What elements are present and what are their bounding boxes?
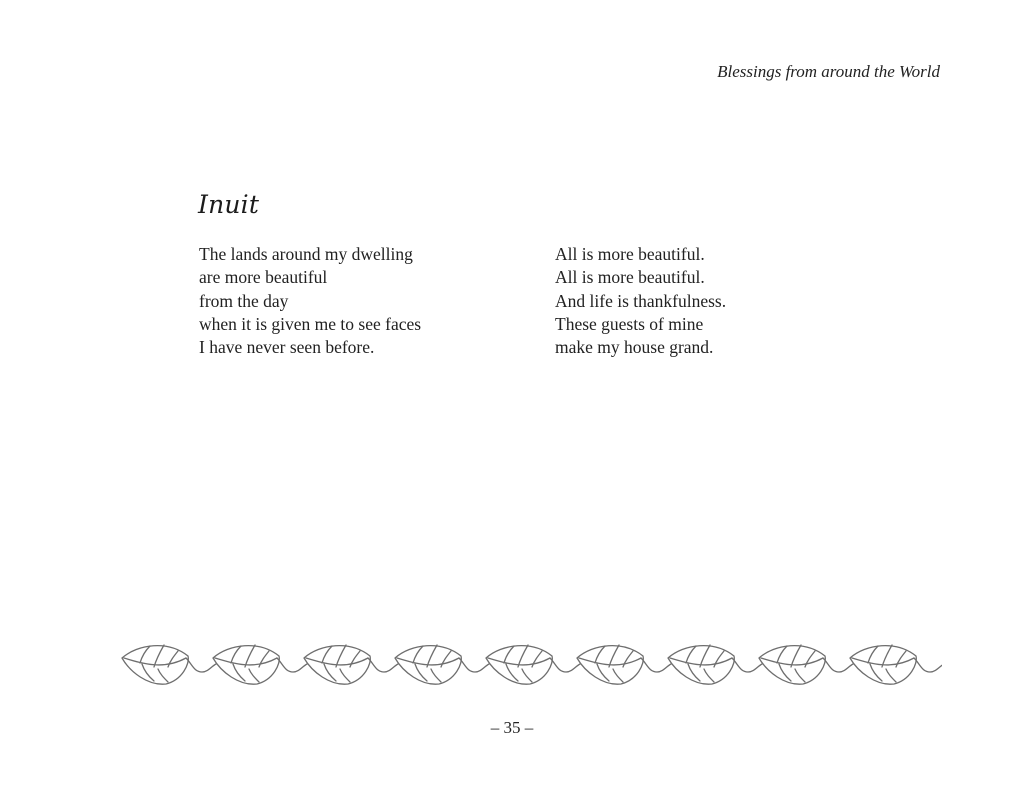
poem-line: All is more beautiful. — [555, 244, 705, 264]
poem-line: when it is given me to see faces — [199, 313, 422, 334]
leaf-icon — [668, 645, 762, 684]
leaf-icon — [577, 645, 671, 684]
leaf-icon — [486, 645, 580, 684]
leaf-icon — [304, 645, 398, 684]
leaf-icon — [395, 645, 489, 684]
poem-line: I have never seen before. — [199, 337, 375, 358]
poem-line: All is more beautiful. — [555, 267, 705, 288]
leaf-icon — [213, 645, 307, 684]
leaf-icon — [122, 645, 216, 684]
leaf-icon — [759, 645, 853, 684]
running-header: Blessings from around the World — [717, 62, 940, 81]
stanza-left — [199, 243, 421, 359]
stanza-right — [555, 243, 726, 359]
poem-line: And life is thankfulness. — [555, 290, 727, 311]
leaf-vine-icon — [112, 636, 942, 696]
poem-line: from the day — [199, 290, 289, 311]
poem-line: are more beautiful — [199, 267, 328, 288]
page-number: – 35 – — [490, 718, 534, 737]
poem-line: The lands around my dwelling — [199, 244, 413, 264]
leaf-icon — [850, 645, 942, 684]
poem-title: Inuit — [198, 190, 260, 219]
poem-line: These guests of mine — [555, 313, 704, 334]
poem-line: make my house grand. — [555, 337, 714, 358]
